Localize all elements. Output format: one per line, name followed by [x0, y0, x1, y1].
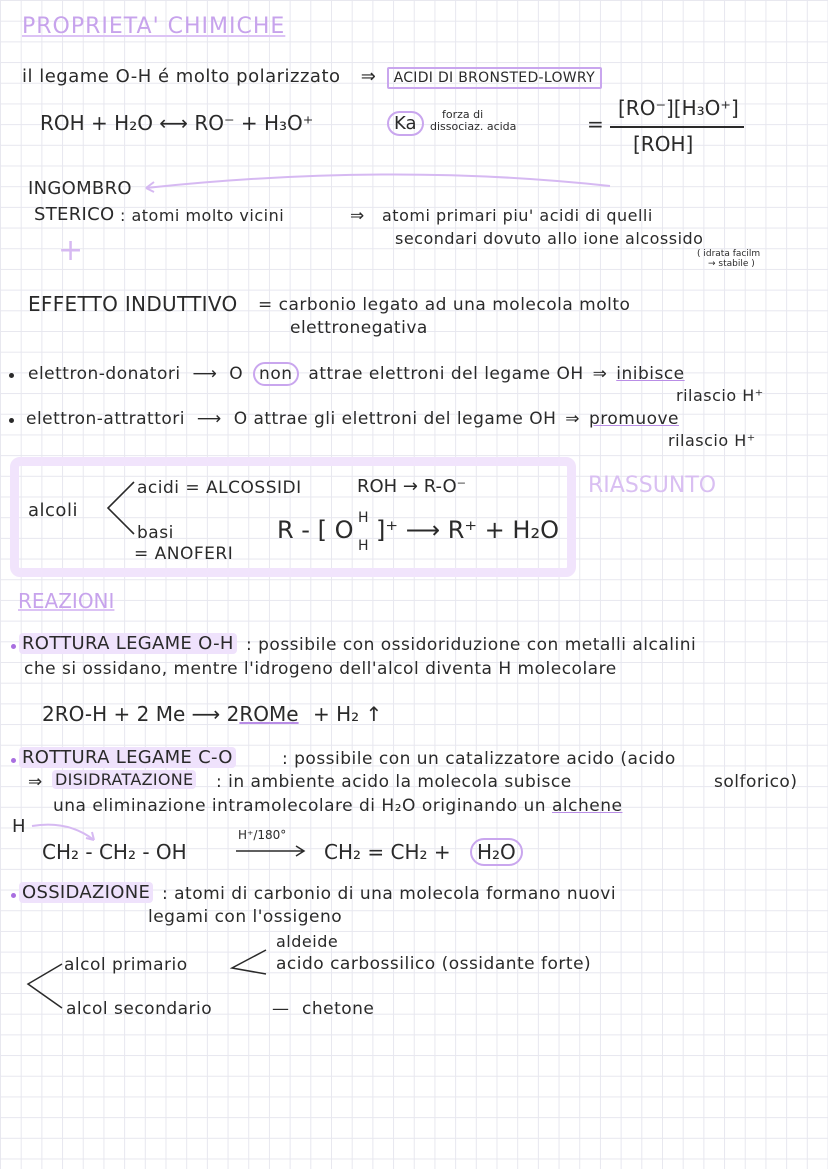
r2-line3-text: una eliminazione intramolecolare di H₂O originando un	[53, 796, 547, 816]
r1-eq-post: + H₂ ↑	[312, 702, 383, 726]
polar-statement	[22, 66, 602, 87]
inductive-line2: elettronegativa	[290, 318, 428, 338]
r3-line2: legami con l'ossigeno	[148, 907, 343, 927]
r1-line1: : possibile con ossidoriduzione con metalli alcalini	[246, 635, 697, 655]
alcol-primario: alcol primario	[64, 955, 188, 975]
acidi-bronsted-box: ACIDI DI BRONSTED-LOWRY	[387, 67, 602, 89]
ka-denominator: [ROH]	[633, 132, 694, 156]
donor-rest: attrae elettroni del legame OH	[308, 364, 584, 384]
r2-alchene: alchene	[551, 796, 623, 816]
steric-note2: → stabile )	[708, 259, 755, 269]
dissociation-reaction: ROH + H₂O ⟷ RO⁻ + H₃O⁺	[40, 111, 314, 135]
h-top: H	[358, 510, 369, 526]
bullet-dot	[9, 418, 14, 423]
polar-text: il legame O-H é molto polarizzato	[22, 66, 341, 87]
donor-label: elettron-donatori	[28, 364, 181, 384]
oxidation-branch	[24, 958, 64, 1018]
r1-equation	[42, 702, 382, 726]
r2-water: H₂O	[470, 838, 523, 866]
ka-symbol: Ka	[387, 111, 424, 136]
acidi-label: acidi = ALCOSSIDI	[137, 478, 302, 498]
ka-numerator: [RO⁻][H₃O⁺]	[618, 96, 739, 120]
r1-eq-rome: ROMe	[239, 702, 299, 726]
r2-line2: : in ambiente acido la molecola subisce	[216, 772, 572, 792]
fraction-bar	[610, 126, 744, 128]
riassunto-label: RIASSUNTO	[588, 473, 717, 498]
acidi-formula: ROH → R-O⁻	[357, 476, 467, 497]
r1-title: ROTTURA LEGAME O-H	[19, 633, 237, 654]
steric-line2: secondari dovuto allo ione alcossido	[395, 229, 704, 248]
page-title: PROPRIETA' CHIMICHE	[22, 14, 286, 39]
steric-note1: ( idrata facilm	[697, 249, 761, 259]
r2-solforico: solforico)	[714, 772, 798, 792]
bullet-dot	[11, 893, 16, 898]
donor-o: O	[229, 364, 244, 384]
basi-name: = ANOFERI	[134, 544, 234, 564]
steric-arrow: ⇒	[350, 206, 365, 226]
alcoli-branch	[104, 478, 138, 538]
donor-effect2: rilascio H⁺	[676, 386, 764, 405]
r2-eq-pre: CH₂ - CH₂ - OH	[42, 840, 187, 864]
alcol-secondario: alcol secondario	[66, 999, 213, 1019]
attractor-rest: O attrae gli elettroni del legame OH	[233, 409, 557, 429]
steric-curve-arrow	[140, 168, 620, 198]
steric-line1: atomi primari piu' acidi di quelli	[382, 206, 653, 225]
attractor-effect2: rilascio H⁺	[668, 431, 756, 450]
basi-formula-post: ]⁺ ⟶ R⁺ + H₂O	[376, 516, 559, 544]
implies-arrow: ⇒	[360, 66, 377, 87]
plus-sign: +	[58, 233, 84, 268]
r2-eq-post: CH₂ = CH₂ +	[324, 840, 451, 864]
r3-line1: : atomi di carbonio di una molecola formano nuovi	[162, 884, 617, 904]
donor-non: non	[253, 362, 298, 386]
r2-line1: : possibile con un catalizzatore acido (acido	[282, 749, 676, 769]
reazioni-title: REAZIONI	[18, 589, 115, 613]
inductive-label: EFFETTO INDUTTIVO	[28, 292, 238, 316]
inductive-line1: = carbonio legato ad una molecola molto	[258, 295, 631, 315]
acido-carbossilico: acido carbossilico (ossidante forte)	[276, 954, 592, 974]
bullet-dot	[11, 644, 16, 649]
r2-title: ROTTURA LEGAME C-O	[19, 747, 236, 768]
ka-equals: =	[587, 112, 604, 136]
r2-line3	[53, 796, 622, 816]
basi-formula-pre: R - [ O	[277, 516, 354, 544]
attractor-effect: promuove	[588, 409, 680, 429]
attractor-arrow: ⟶	[196, 409, 222, 429]
donor-line	[28, 364, 685, 384]
donor-effect: inibisce	[616, 364, 685, 384]
r1-line2: che si ossidano, mentre l'idrogeno dell'alcol diventa H molecolare	[24, 659, 617, 679]
r1-eq-pre: 2RO-H + 2 Me ⟶ 2	[42, 702, 240, 726]
ka-def-line1: forza di	[442, 108, 484, 121]
donor-arrow: ⟶	[192, 364, 218, 384]
ka-definition	[430, 109, 516, 133]
chetone: chetone	[302, 999, 375, 1019]
attractor-implies: ⇒	[565, 409, 581, 429]
ingombro-label: INGOMBRO	[28, 178, 132, 199]
h-bottom: H	[358, 538, 369, 554]
attractor-label: elettron-attrattori	[26, 409, 185, 429]
alcoli-label: alcoli	[28, 500, 78, 521]
basi-label: basi	[137, 523, 174, 543]
ka-def-line2: dissociaz. acida	[430, 120, 517, 133]
attractor-line	[26, 409, 679, 429]
r2-reaction-arrow	[234, 844, 310, 858]
r2-subtitle: DISIDRATAZIONE	[52, 770, 196, 789]
donor-implies: ⇒	[592, 364, 608, 384]
sterico-label: STERICO	[34, 204, 115, 225]
r2-h: H	[12, 816, 26, 837]
r2-conditions: H⁺/180°	[238, 828, 287, 842]
aldeide: aldeide	[276, 932, 339, 951]
r3-title: OSSIDAZIONE	[19, 882, 153, 903]
r2-arrow: ⇒	[28, 772, 43, 792]
secondary-dash: —	[272, 999, 290, 1019]
bullet-dot	[9, 373, 14, 378]
steric-desc: : atomi molto vicini	[120, 206, 285, 225]
bullet-dot	[11, 758, 16, 763]
primary-branch	[226, 946, 270, 980]
